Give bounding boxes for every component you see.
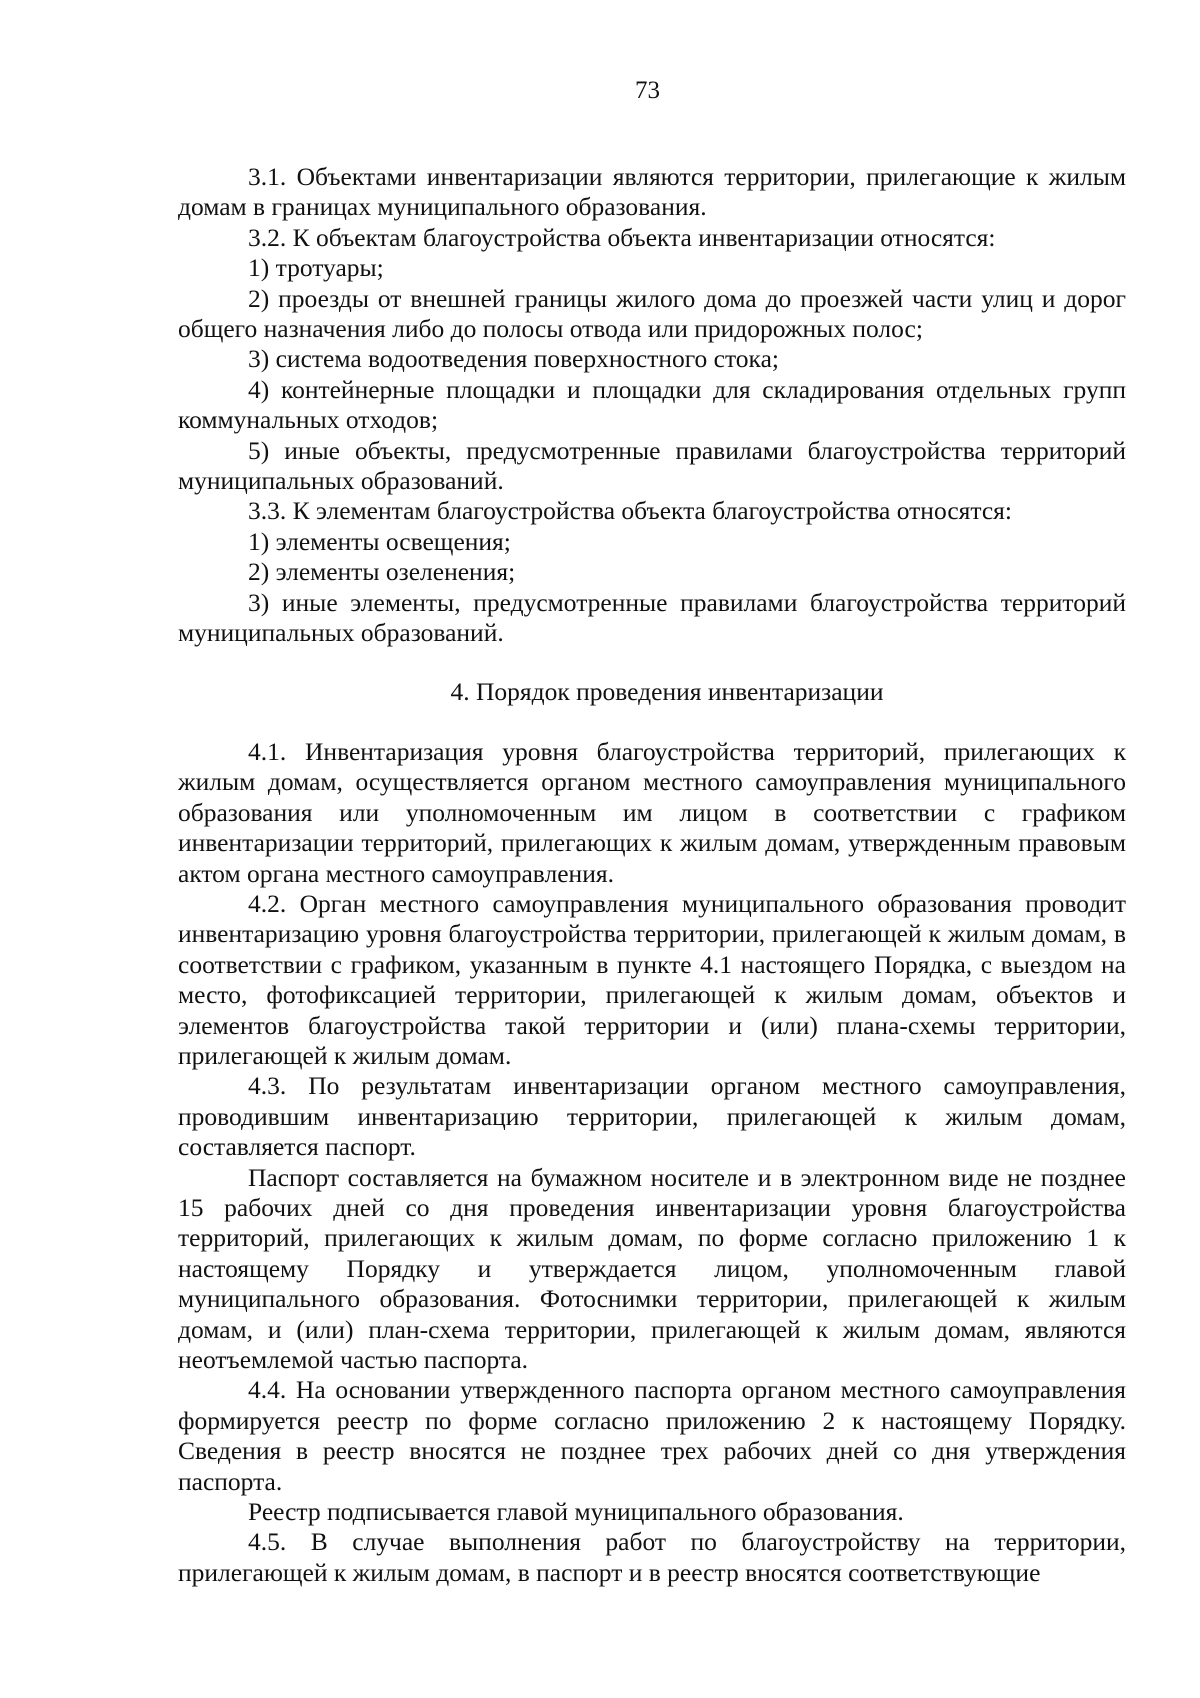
paragraph-3-2: 3.2. К объектам благоустройства объекта инвентаризации относятся: <box>248 222 996 252</box>
paragraph-passport: Паспорт составляется на бумажном носителе и в электронном виде не позднее 15 рабочих дней со дня проведения инвентаризации уровня благоустройства территорий, прилегающих к жилым домам, по форме согласно приложению 1 к настоящему Порядку и утверждается лицом, уполномоченным главой муниципального образования. Фотоснимки территории, прилегающей к жилым домам, и (или) план-схема территории, прилегающей к жилым домам, являются неотъемлемой частью паспорта. <box>178 1162 1126 1375</box>
list-item-objects-4: 4) контейнерные площадки и площадки для складирования отдельных групп коммунальных отходов; <box>178 374 1126 435</box>
list-item-elements-1: 1) элементы освещения; <box>248 526 511 556</box>
paragraph-4-3: 4.3. По результатам инвентаризации органом местного самоуправления, проводившим инвентаризацию территории, прилегающей к жилым домам, составляется паспорт. <box>178 1071 1126 1162</box>
paragraph-4-1: 4.1. Инвентаризация уровня благоустройства территорий, прилегающих к жилым домам, осуществляется органом местного самоуправления муниципального образования или уполномоченным им лицом в соответствии с графиком инвентаризации территорий, прилегающих к жилым домам, утвержденным правовым актом органа местного самоуправления. <box>178 736 1126 888</box>
list-item-objects-5: 5) иные объекты, предусмотренные правилами благоустройства территорий муниципальных образований. <box>178 435 1126 496</box>
paragraph-3-3: 3.3. К элементам благоустройства объекта благоустройства относятся: <box>248 496 1012 526</box>
paragraph-4-2: 4.2. Орган местного самоуправления муниципального образования проводит инвентаризацию уровня благоустройства территории, прилегающей к жилым домам, в соответствии с графиком, указанным в пункте 4.1 настоящего Порядка, с выездом на место, фотофиксацией территории, прилегающей к жилым домам, объектов и элементов благоустройства такой территории и (или) плана-схемы территории, прилегающей к жилым домам. <box>178 888 1126 1070</box>
list-item-objects-1: 1) тротуары; <box>248 253 384 283</box>
paragraph-4-4: 4.4. На основании утвержденного паспорта органом местного самоуправления формируется реестр по форме согласно приложению 2 к настоящему Порядку. Сведения в реестр вносятся не позднее трех рабочих дней со дня утверждения паспорта. <box>178 1375 1126 1496</box>
section-heading: 4. Порядок проведения инвентаризации <box>450 676 884 706</box>
list-item-elements-2: 2) элементы озеленения; <box>248 557 516 587</box>
list-item-objects-2: 2) проезды от внешней границы жилого дома до проезжей части улиц и дорог общего назначения либо до полосы отвода или придорожных полос; <box>178 283 1126 344</box>
paragraph-4-5: 4.5. В случае выполнения работ по благоустройству на территории, прилегающей к жилым домам, в паспорт и в реестр вносятся соответствующие <box>178 1527 1126 1587</box>
page-number: 73 <box>635 77 660 104</box>
list-item-elements-3: 3) иные элементы, предусмотренные правилами благоустройства территорий муниципальных образований. <box>178 587 1126 648</box>
paragraph-3-1: 3.1. Объектами инвентаризации являются территории, прилегающие к жилым домам в границах муниципального образования. <box>178 162 1126 222</box>
list-item-objects-3: 3) система водоотведения поверхностного стока; <box>248 344 779 374</box>
document-body <box>178 162 1126 1588</box>
paragraph-registry: Реестр подписывается главой муниципального образования. <box>248 1497 904 1527</box>
